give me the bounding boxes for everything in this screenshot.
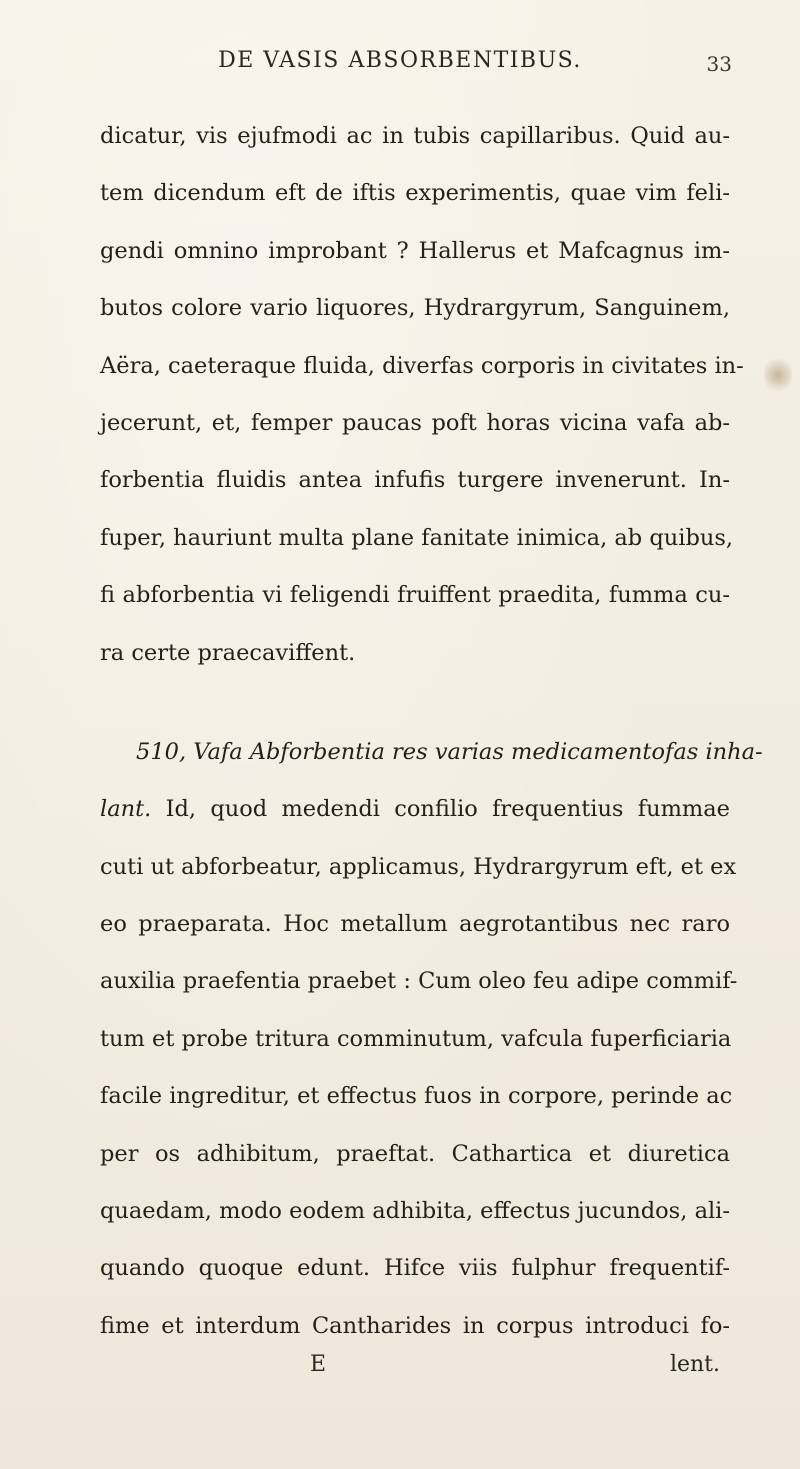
text-line: cuti ut abforbeatur, applicamus, Hydrargyrum eft, et ex — [100, 853, 737, 880]
section-number: 510, — [136, 738, 187, 765]
text-line: butos colore vario liquores, Hydrargyrum, Sanguinem, — [100, 295, 730, 322]
running-title: DE VASIS ABSORBENTIBUS. — [218, 48, 582, 73]
text-line: quaedam, modo eodem adhibita, effectus jucundos, ali- — [100, 1198, 730, 1225]
text-line: tem dicendum eft de iftis experimentis, quae vim feli- — [100, 180, 730, 207]
text-line: eo praeparata. Hoc metallum aegrotantibus nec raro — [100, 911, 730, 938]
text-line — [100, 781, 730, 838]
text-line: gendi omnino improbant ? Hallerus et Mafcagnus im- — [100, 237, 730, 264]
text-line: quando quoque edunt. Hifce viis fulphur frequentif- — [100, 1255, 730, 1282]
paragraph-gap — [100, 682, 730, 724]
page-number: 33 — [706, 52, 732, 76]
section-heading-end: lant. — [100, 796, 152, 823]
section-heading-line — [100, 724, 763, 781]
ink-stain-mark — [764, 355, 792, 395]
paragraph-2 — [100, 724, 763, 1355]
text-line: jecerunt, et, femper paucas poft horas vicina vafa ab- — [100, 409, 730, 436]
text-line: ra certe praecaviffent. — [100, 639, 356, 666]
body-text — [100, 108, 763, 1355]
text-line: fi abforbentia vi feligendi fruiffent praedita, fumma cu- — [100, 582, 730, 609]
page-footer — [100, 1352, 730, 1392]
paragraph-1 — [100, 108, 744, 682]
signature-mark: E — [310, 1352, 327, 1377]
catchword: lent. — [669, 1352, 720, 1377]
text-line: Aëra, caeteraque fluida, diverfas corporis in civitates in- — [100, 352, 744, 379]
text-span: Id, quod medendi confilio frequentius fummae — [165, 796, 730, 823]
text-line: per os adhibitum, praeftat. Cathartica et diuretica — [100, 1140, 730, 1167]
text-line: dicatur, vis ejufmodi ac in tubis capillaribus. Quid au- — [100, 123, 730, 149]
text-line: fime et interdum Cantharides in corpus introduci fo- — [100, 1312, 730, 1339]
text-line: tum et probe tritura comminutum, vafcula fuperficiaria — [100, 1025, 732, 1052]
text-line: facile ingreditur, et effectus fuos in corpore, perinde ac — [100, 1083, 733, 1110]
text-line: forbentia fluidis antea infufis turgere invenerunt. In- — [100, 467, 730, 494]
text-line: fuper, hauriunt multa plane fanitate inimica, ab quibus, — [100, 524, 734, 551]
section-heading: Vafa Abforbentia res varias medicamentofas inha- — [193, 738, 763, 765]
text-line: auxilia praefentia praebet : Cum oleo feu adipe commif- — [100, 968, 738, 995]
